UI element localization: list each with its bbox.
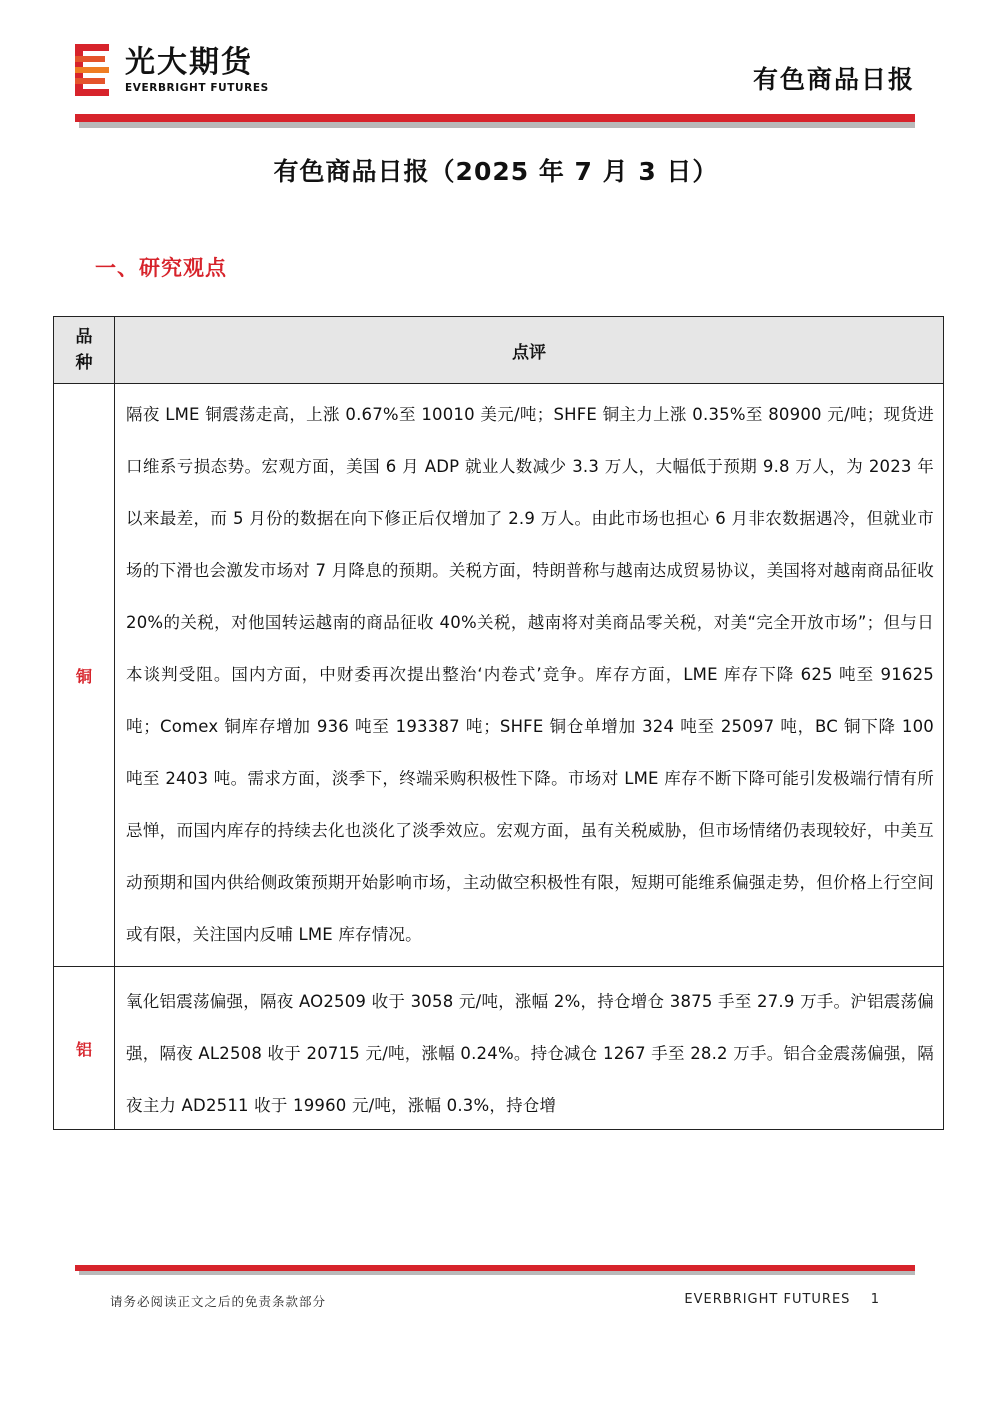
header-variety-cell [54,317,115,384]
table-header-row [54,317,944,384]
header-rule-gray [79,122,915,128]
header-comment-label: 点评 [512,342,546,363]
variety-cell-aluminum: 铝 [54,967,115,1130]
commentary-table [53,316,944,1130]
logo-chinese-name: 光大期货 [125,45,253,80]
header-comment-cell [115,317,944,384]
footer-brand: EVERBRIGHT FUTURES [684,1292,851,1307]
variety-cell-copper: 铜 [54,384,115,967]
header-rule-red [75,114,915,122]
footer-disclaimer: 请务必阅读正文之后的免责条款部分 [110,1294,327,1309]
everbright-logo-icon [75,44,115,96]
comment-cell-aluminum [115,967,944,1130]
logo-english-name: EVERBRIGHT FUTURES [125,82,269,94]
table-row [54,384,944,967]
aluminum-commentary-text: 氧化铝震荡偏强，隔夜 AO2509 收于 3058 元/吨，涨幅 2%，持仓增仓 3875 手至 27.9 万手。沪铝震荡偏强，隔夜 AL2508 收于 20715 元/吨，涨幅 0.24%。持仓减仓 1267 手至 28.2 万手。铝合金震荡偏强，隔夜主力 AD2511 收于 19960 元/吨，涨幅 0.3%，持仓增 [126,992,934,1115]
footer-brand-page [684,1292,880,1307]
page-header [75,40,915,110]
copper-commentary-text: 隔夜 LME 铜震荡走高，上涨 0.67%至 10010 美元/吨；SHFE 铜主力上涨 0.35%至 80900 元/吨；现货进口维系亏损态势。宏观方面，美国 6 月 ADP 就业人数减少 3.3 万人，大幅低于预期 9.8 万人，为 2023 年以来最差，而 5 月份的数据在向下修正后仅增加了 2.9 万人。由此市场也担心 6 月非农数据遇冷，但就业市场的下滑也会激发市场对 7 月降息的预期。关税方面，特朗普称与越南达成贸易协议，美国将对越南商品征收 20%的关税，对他国转运越南的商品征收 40%关税，越南将对美商品零关税，对美“完全开放市场”；但与日本谈判受阻。国内方面，中财委再次提出整治‘内卷式’竞争。库存方面，LME 库存下降 625 吨至 91625 吨；Comex 铜库存增加 936 吨至 193387 吨；SHFE 铜仓单增加 324 吨至 25097 吨，BC 铜下降 100 吨至 2403 吨。需求方面，淡季下，终端采购积极性下降。市场对 LME 库存不断下降可能引发极端行情有所忌惮，而国内库存的持续去化也淡化了淡季效应。宏观方面，虽有关税威胁，但市场情绪仍表现较好，中美互动预期和国内供给侧政策预期开始影响市场，主动做空积极性有限，短期可能维系偏强走势，但价格上行空间或有限，关注国内反哺 LME 库存情况。 [126,405,934,944]
aluminum-commentary-clip [116,972,942,1124]
report-type-title: 有色商品日报 [752,65,915,94]
section-heading: 一、研究观点 [95,256,227,280]
footer-rule-gray [79,1271,915,1275]
table-row [54,967,944,1130]
company-logo [75,40,315,100]
page-number: 1 [870,1292,880,1307]
document-title: 有色商品日报（2025 年 7 月 3 日） [273,157,719,186]
header-variety-label: 品种 [75,327,93,373]
comment-cell-copper [115,384,944,967]
